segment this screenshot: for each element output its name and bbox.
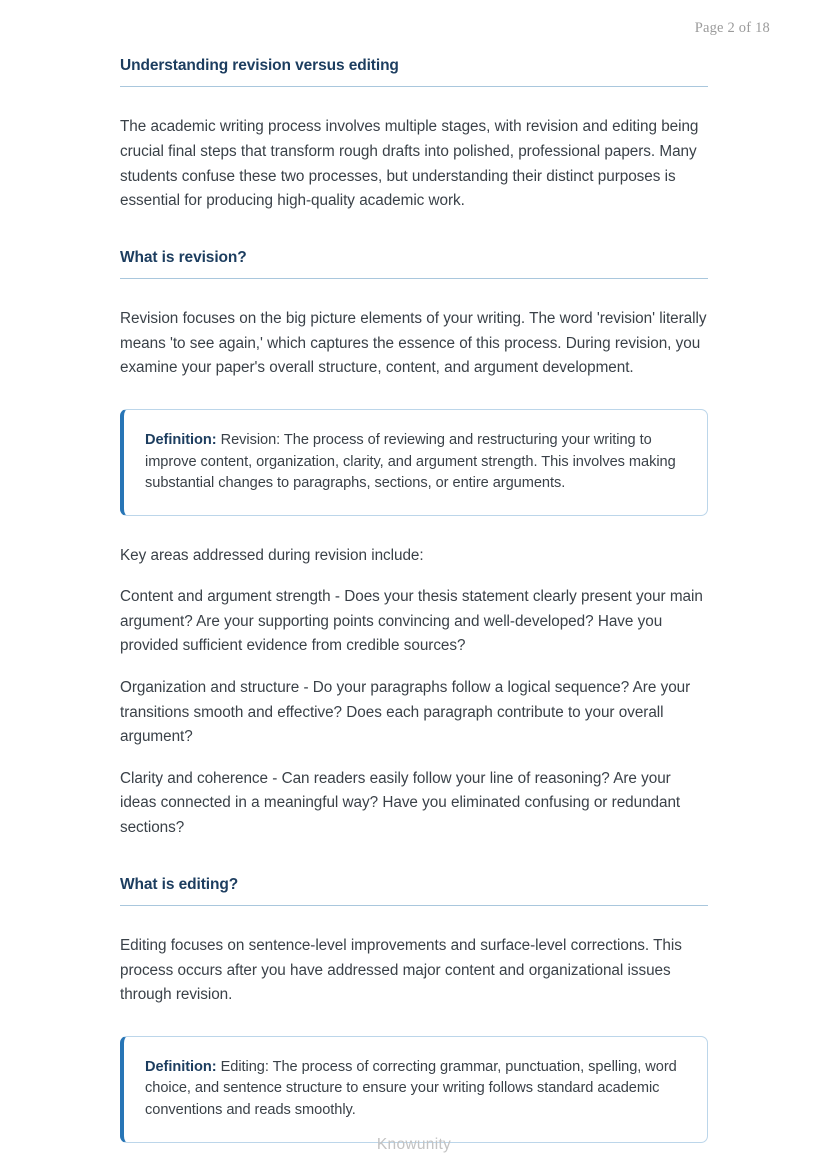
section-heading: What is editing? [120,875,708,906]
spacer [120,568,708,585]
page-number-indicator: Page 2 of 18 [694,20,770,36]
paragraph: Clarity and coherence - Can readers easily follow your line of reasoning? Are your ideas connected in a meaningful way? Have you eliminated confusing or redundant sections? [120,769,681,837]
callout-label: Definition: [145,431,217,448]
spacer [120,279,708,307]
definition-callout-editing [120,1036,708,1143]
callout-label: Definition: [145,1058,217,1075]
spacer [120,841,708,875]
section-what-is-editing [120,875,708,906]
paragraph: Key areas addressed during revision include: [120,546,424,564]
paragraph: Organization and structure - Do your paragraphs follow a logical sequence? Are your transitions smooth and effective? Does each paragraph contribute to your overall argument? [120,679,691,746]
callout-text [145,1057,685,1122]
spacer [120,750,708,767]
spacer [120,214,708,248]
spacer [120,87,708,115]
callout-text [145,430,685,495]
paragraph: The academic writing process involves multiple stages, with revision and editing being crucial final steps that transform rough drafts into polished, professional papers. Many students confuse these two processes, but understanding their distinct purposes is essential for producing high-quality academic work. [120,118,699,210]
section-understanding-revision-versus-editing [120,56,708,87]
spacer [120,906,708,934]
section-heading: Understanding revision versus editing [120,56,708,87]
callout-body: Revision: The process of reviewing and restructuring your writing to improve content, organization, clarity, and argument strength. This involves making substantial changes to paragraphs, sections, or entire arguments. [145,431,676,492]
paragraph: Editing focuses on sentence-level improvements and surface-level corrections. This process occurs after you have addressed major content and organizational issues through revision. [120,937,682,1004]
spacer [120,516,708,544]
section-heading: What is revision? [120,248,708,279]
spacer [120,659,708,676]
spacer [120,1008,708,1036]
footer-brand-watermark: Knowunity [376,1136,452,1153]
paragraph: Content and argument strength - Does your thesis statement clearly present your main argument? Are your supporting points convincing and well-developed? Have you provided sufficient evidence from credible sources? [120,588,703,655]
paragraph: Revision focuses on the big picture elements of your writing. The word 'revision' literally means 'to see again,' which captures the essence of this process. During revision, you examine your paper's overall structure, content, and argument development. [120,310,707,377]
definition-callout-revision [120,409,708,516]
callout-body: Editing: The process of correcting grammar, punctuation, spelling, word choice, and sentence structure to ensure your writing follows standard academic conventions and reads smoothly. [145,1058,677,1118]
document-content [120,56,708,1143]
section-what-is-revision [120,248,708,279]
spacer [120,381,708,409]
